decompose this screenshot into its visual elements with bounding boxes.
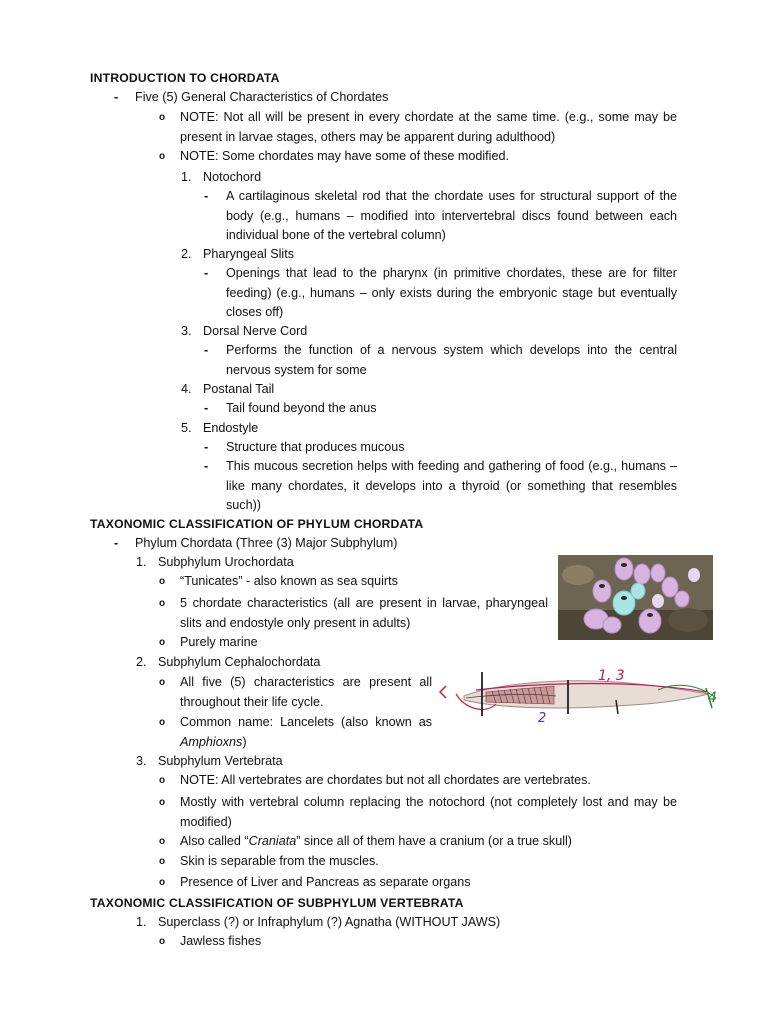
annotation-label: 4: [708, 690, 717, 706]
circle-bullet: o: [159, 677, 166, 688]
subphylum-urochordata: Subphylum Urochordata: [158, 555, 294, 569]
dash-bullet: -: [114, 536, 119, 550]
dash-bullet: -: [204, 266, 209, 280]
dash-bullet: -: [204, 189, 209, 203]
vertebrata-point-4: Skin is separable from the muscles.: [180, 854, 379, 868]
pharyngeal-detail: Openings that lead to the pharynx (in primitive chordates, these are for filter feeding) (e.g., humans – only exists during the embryonic stage but eventually closes off): [226, 266, 677, 319]
heading-intro: INTRODUCTION TO CHORDATA: [90, 71, 280, 85]
list-number: 1.: [136, 555, 147, 569]
list-number: 5.: [181, 421, 192, 435]
endostyle-detail-2: This mucous secretion helps with feeding and gathering of food (e.g., humans – like many chordates, it develops into a thyroid (or something that resembles such)): [226, 459, 677, 512]
dash-bullet: -: [204, 440, 209, 454]
intro-note-1: NOTE: Not all will be present in every chordate at the same time. (e.g., some may be present in larvae stages, others may be apparent during adulthood): [180, 110, 677, 144]
circle-bullet: o: [159, 717, 166, 728]
list-number: 2.: [181, 247, 192, 261]
dash-bullet: -: [204, 343, 209, 357]
phylum-item: Phylum Chordata (Three (3) Major Subphylum): [135, 536, 398, 550]
circle-bullet: o: [159, 856, 166, 867]
urochordata-point-3: Purely marine: [180, 635, 258, 649]
circle-bullet: o: [159, 576, 166, 587]
annotation-label: 1, 3: [598, 668, 625, 684]
superclass-agnatha: Superclass (?) or Infraphylum (?) Agnatha (WITHOUT JAWS): [158, 915, 501, 929]
common-name-text: Common name: Lancelets (also known as: [180, 715, 432, 729]
characteristic-notochord: Notochord: [203, 170, 262, 184]
closing-paren: ): [242, 734, 247, 749]
list-number: 4.: [181, 382, 192, 396]
list-number: 3.: [136, 754, 147, 768]
circle-bullet: o: [159, 598, 166, 609]
endostyle-detail-1: Structure that produces mucous: [226, 440, 405, 454]
dash-bullet: -: [204, 459, 209, 473]
circle-bullet: o: [159, 936, 166, 947]
heading-phylum-chordata: TAXONOMIC CLASSIFICATION OF PHYLUM CHORDATA: [90, 517, 424, 531]
list-number: 1.: [136, 915, 147, 929]
vertebrata-point-3: [180, 832, 572, 852]
vertebrata-point-5: Presence of Liver and Pancreas as separate organs: [180, 875, 471, 889]
list-number: 1.: [181, 170, 192, 184]
tunicate-photo: [558, 555, 713, 640]
list-number: 3.: [181, 324, 192, 338]
cephalochordata-point-2: [180, 713, 432, 752]
vertebrata-point-1: NOTE: All vertebrates are chordates but not all chordates are vertebrates.: [180, 773, 591, 787]
urochordata-point-2: 5 chordate characteristics (all are present in larvae, pharyngeal slits and endostyle only present in adults): [180, 596, 548, 630]
dash-bullet: -: [114, 90, 119, 104]
postanal-detail: Tail found beyond the anus: [226, 401, 377, 415]
characteristic-pharyngeal-slits: Pharyngeal Slits: [203, 247, 295, 261]
notochord-detail: A cartilaginous skeletal rod that the chordate uses for structural support of the body (e.g., humans – modified into intervertebral discs found between each individual bone of the vertebral column): [226, 189, 677, 242]
circle-bullet: o: [159, 151, 166, 162]
circle-bullet: o: [159, 112, 166, 123]
amphioxns-text: Amphioxns: [180, 734, 243, 749]
characteristic-endostyle: Endostyle: [203, 421, 259, 435]
urochordata-point-1: “Tunicates” - also known as sea squirts: [180, 574, 398, 588]
intro-note-2: NOTE: Some chordates may have some of these modified.: [180, 149, 509, 163]
dash-bullet: -: [204, 401, 209, 415]
nerve-cord-detail: Performs the function of a nervous system which develops into the central nervous system for some: [226, 343, 677, 377]
cranium-text: ” since all of them have a cranium (or a true skull): [296, 834, 572, 848]
characteristic-postanal-tail: Postanal Tail: [203, 382, 275, 396]
subphylum-vertebrata: Subphylum Vertebrata: [158, 754, 283, 768]
cephalochordata-point-1: All five (5) characteristics are present all throughout their life cycle.: [180, 675, 432, 709]
intro-item: Five (5) General Characteristics of Chordates: [135, 90, 389, 104]
circle-bullet: o: [159, 637, 166, 648]
circle-bullet: o: [159, 877, 166, 888]
lancelet-diagram: [436, 660, 726, 730]
circle-bullet: o: [159, 775, 166, 786]
circle-bullet: o: [159, 797, 166, 808]
annotation-label: 2: [538, 711, 547, 726]
subphylum-cephalochordata: Subphylum Cephalochordata: [158, 655, 321, 669]
also-called-text: Also called “: [180, 834, 249, 848]
vertebrata-point-2: Mostly with vertebral column replacing the notochord (not completely lost and may be modified): [180, 795, 677, 829]
characteristic-dorsal-nerve-cord: Dorsal Nerve Cord: [203, 324, 308, 338]
craniata-text: Craniata: [248, 834, 297, 848]
agnatha-point: Jawless fishes: [180, 934, 262, 948]
heading-subphylum-vertebrata: TAXONOMIC CLASSIFICATION OF SUBPHYLUM VERTEBRATA: [90, 896, 464, 910]
list-number: 2.: [136, 655, 147, 669]
circle-bullet: o: [159, 836, 166, 847]
